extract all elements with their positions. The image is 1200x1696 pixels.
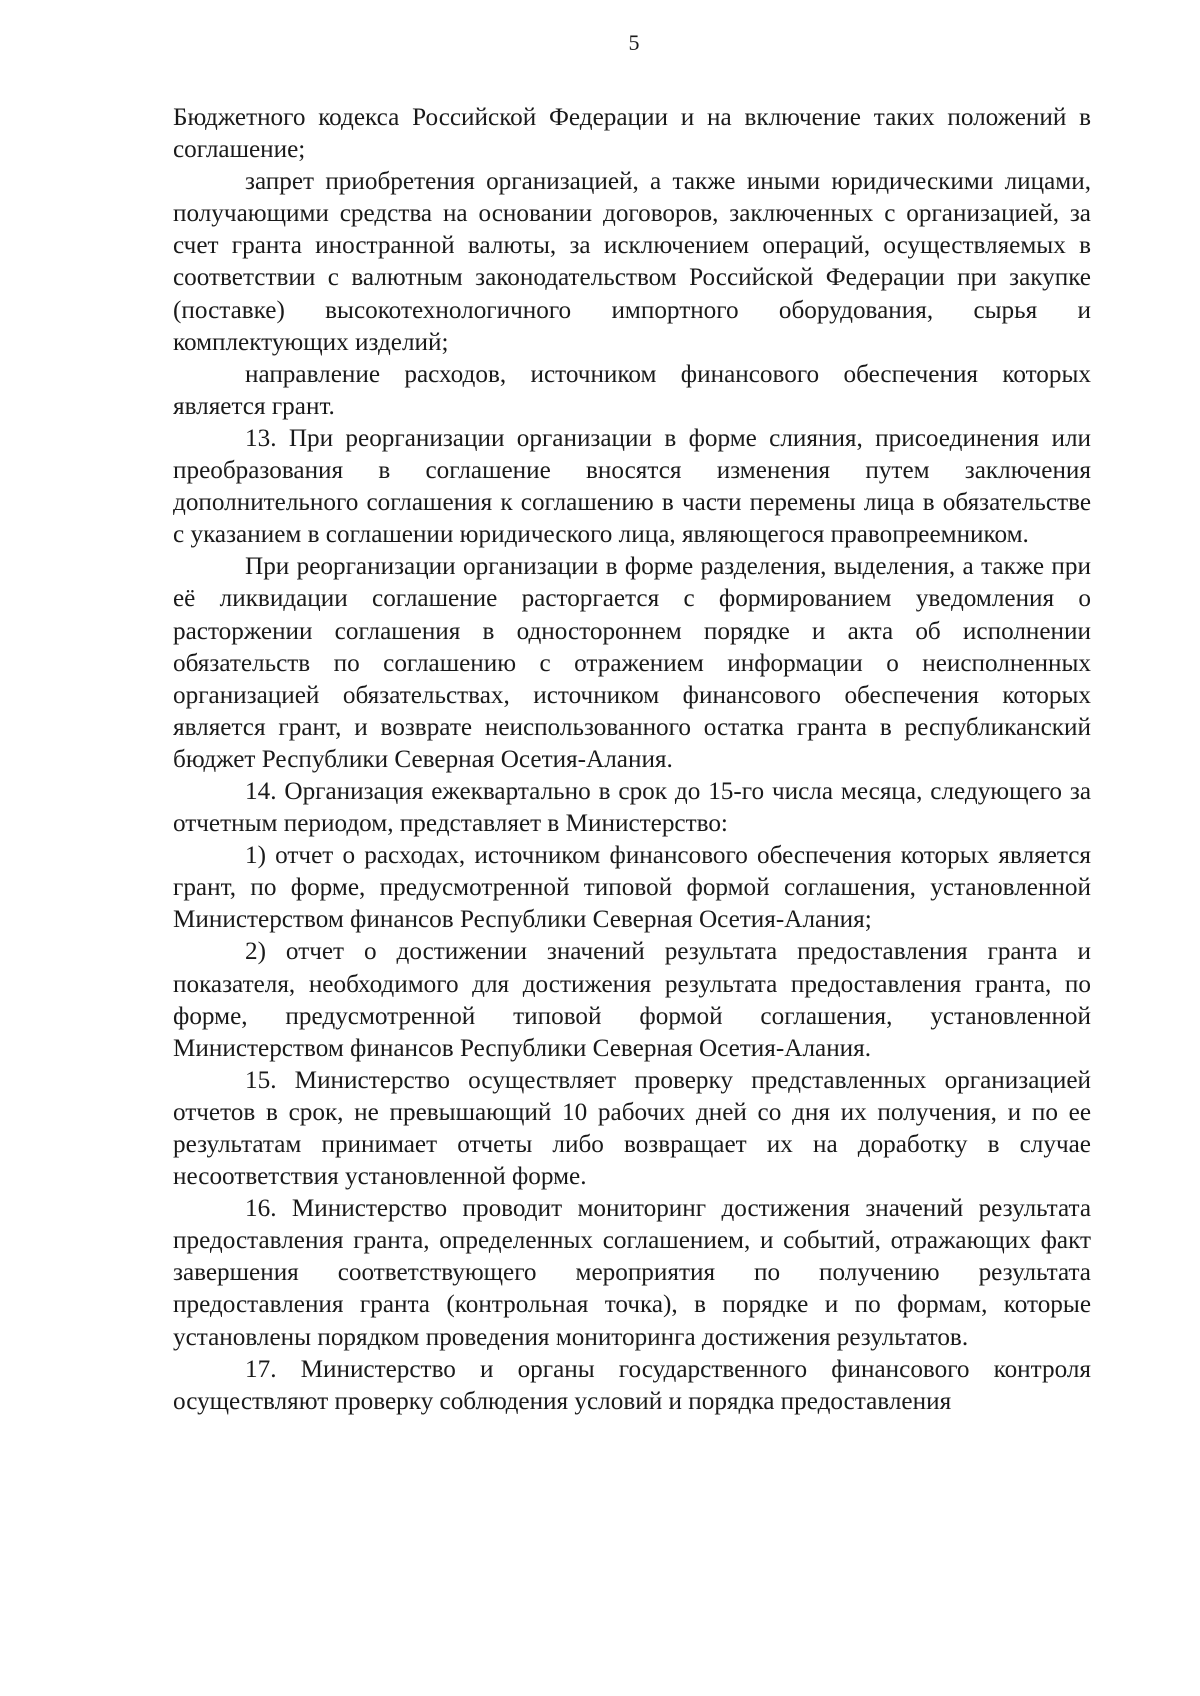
paragraph-3: направление расходов, источником финансового обеспечения которых является грант. [173,360,1091,420]
paragraph-10: 16. Министерство проводит мониторинг достижения значений результата предоставления гранта, определенных соглашением, и событий, отражающих факт завершения соответствующего мероприятия по получению результата предоставления гранта (контрольная точка), в порядке и по формам, которые установлены порядком проведения мониторинга достижения результатов. [173,1195,1091,1351]
paragraph-4: 13. При реорганизации организации в форме слияния, присоединения или преобразования в соглашение вносятся изменения путем заключения дополнительного соглашения к соглашению в части перемены лица в обязательстве с указанием в соглашении юридического лица, являющегося правопреемником. [173,424,1091,549]
document-body [173,102,1091,1418]
paragraph-11: 17. Министерство и органы государственного финансового контроля осуществляют проверку соблюдения условий и порядка предоставления [173,1355,1091,1415]
paragraph-5: При реорганизации организации в форме разделения, выделения, а также при её ликвидации соглашение расторгается с формированием уведомления о расторжении соглашения в одностороннем порядке и акта об исполнении обязательств по соглашению с отражением информации о неисполненных организацией обязательствах, источником финансового обеспечения которых является грант, и возврате неиспользованного остатка гранта в республиканский бюджет Республики Северная Осетия-Алания. [173,553,1091,773]
paragraph-9: 15. Министерство осуществляет проверку представленных организацией отчетов в срок, не превышающий 10 рабочих дней со дня их получения, и по ее результатам принимает отчеты либо возвращает их на доработку в случае несоответствия установленной форме. [173,1066,1091,1191]
paragraph-7: 1) отчет о расходах, источником финансового обеспечения которых является грант, по форме, предусмотренной типовой формой соглашения, установленной Министерством финансов Республики Северная Осетия-Алания; [173,842,1091,934]
paragraph-1: Бюджетного кодекса Российской Федерации и на включение таких положений в соглашение; [173,104,1091,164]
page-number: 5 [628,30,640,55]
paragraph-6: 14. Организация ежеквартально в срок до 15-го числа месяца, следующего за отчетным периодом, представляет в Министерство: [173,777,1091,838]
paragraph-8: 2) отчет о достижении значений результата предоставления гранта и показателя, необходимого для достижения результата предоставления гранта, по форме, предусмотренной типовой формой соглашения, установленной Министерством финансов Республики Северная Осетия-Алания. [173,938,1091,1062]
paragraph-2: запрет приобретения организацией, а также иными юридическими лицами, получающими средства на основании договоров, заключенных с организацией, за счет гранта иностранной валюты, за исключением операций, осуществляемых в соответствии с валютным законодательством Российской Федерации при закупке (поставке) высокотехнологичного импортного оборудования, сырья и комплектующих изделий; [173,168,1091,356]
